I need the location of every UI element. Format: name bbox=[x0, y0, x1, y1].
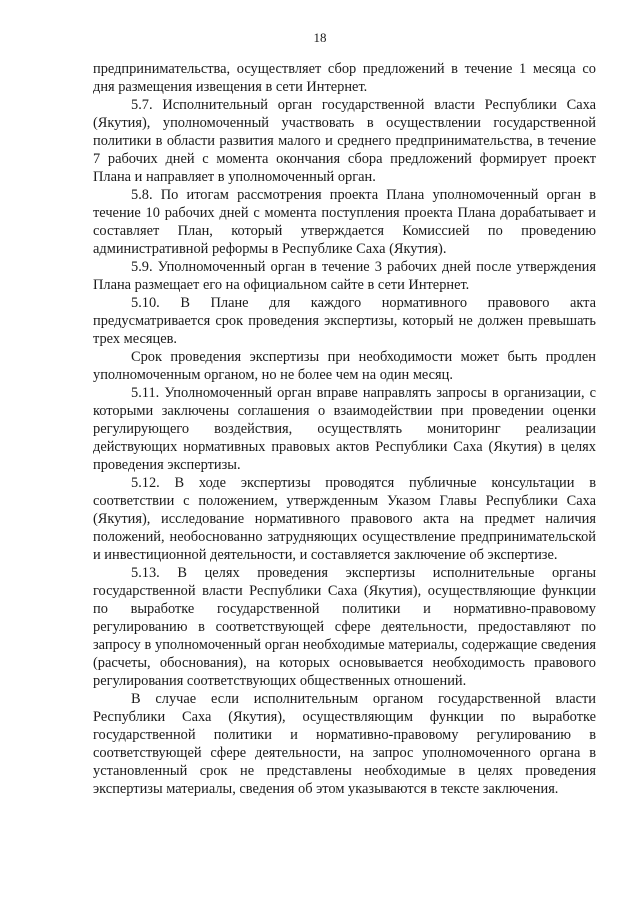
paragraph-5-13: 5.13. В целях проведения экспертизы исполнительные органы государственной власти Республики Саха (Якутия), осуществляющие функции по выработке государственной политики и нормативно-правовому регулированию в соответствующей сфере деятельности, предоставляют по запросу в уполномоченный орган необходимые материалы, содержащие сведения (расчеты, обоснования), на которых основывается необходимость правового регулирования соответствующих общественных отношений. bbox=[93, 565, 596, 689]
paragraph-5-11: 5.11. Уполномоченный орган вправе направлять запросы в организации, с которыми заключены соглашения о взаимодействии при проведении оценки регулирующего воздействия, осуществлять мониторинг реализации действующих нормативных правовых актов Республики Саха (Якутия) в целях проведения экспертизы. bbox=[93, 385, 596, 473]
paragraph-5-10: 5.10. В Плане для каждого нормативного правового акта предусматривается срок проведения экспертизы, который не должен превышать трех месяцев. bbox=[93, 295, 596, 347]
paragraph-5-8: 5.8. По итогам рассмотрения проекта Плана уполномоченный орган в течение 10 рабочих дней с момента поступления проекта Плана дорабатывает и составляет План, который утверждается Комиссией по проведению административной реформы в Республике Саха (Якутия). bbox=[93, 187, 596, 257]
page-number: 18 bbox=[313, 30, 327, 45]
paragraph-continuation: предпринимательства, осуществляет сбор предложений в течение 1 месяца со дня размещения извещения в сети Интернет. bbox=[93, 61, 596, 95]
paragraph-5-9: 5.9. Уполномоченный орган в течение 3 рабочих дней после утверждения Плана размещает его на официальном сайте в сети Интернет. bbox=[93, 259, 596, 293]
paragraph-5-7: 5.7. Исполнительный орган государственной власти Республики Саха (Якутия), уполномоченный участвовать в осуществлении государственной политики в области развития малого и среднего предпринимательства, в течение 7 рабочих дней с момента окончания сбора предложений формирует проект Плана и направляет в уполномоченный орган. bbox=[93, 97, 596, 185]
paragraph-5-12: 5.12. В ходе экспертизы проводятся публичные консультации в соответствии с положением, утвержденным Указом Главы Республики Саха (Якутия), исследование нормативного правового акта на предмет наличия положений, необоснованно затрудняющих осуществление предпринимательской и инвестиционной деятельности, и составляется заключение об экспертизе. bbox=[93, 475, 596, 563]
document-body bbox=[93, 60, 596, 798]
paragraph-materials-not-provided: В случае если исполнительным органом государственной власти Республики Саха (Якутия), осуществляющим функции по выработке государственной политики и нормативно-правовому регулированию в соответствующей сфере деятельности, на запрос уполномоченного органа в установленный срок не представлены необходимые в целях проведения экспертизы материалы, сведения об этом указываются в тексте заключения. bbox=[93, 691, 596, 797]
paragraph-extension-term: Срок проведения экспертизы при необходимости может быть продлен уполномоченным органом, но не более чем на один месяц. bbox=[93, 349, 596, 383]
